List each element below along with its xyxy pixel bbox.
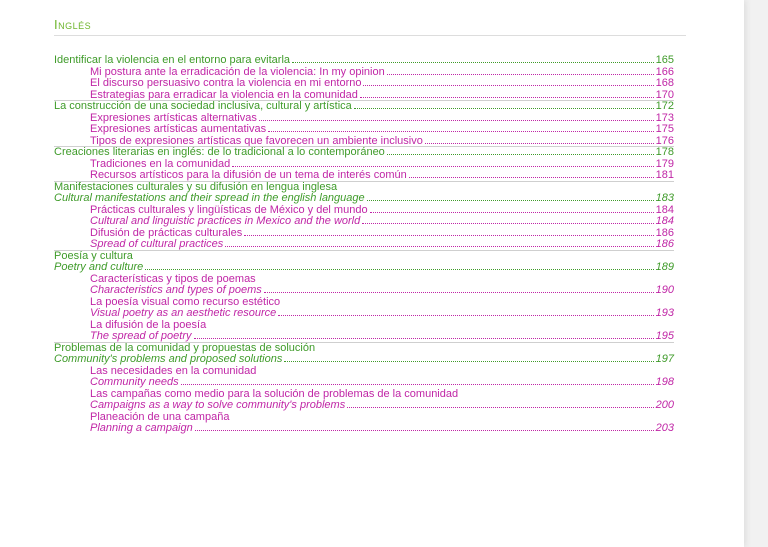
toc-entry-title: Expresiones artísticas aumentativas bbox=[90, 123, 267, 135]
toc-entry-title: The spread of poetry bbox=[90, 330, 192, 342]
toc-entry[interactable] bbox=[0, 354, 674, 366]
toc-entry[interactable] bbox=[0, 147, 674, 159]
toc-entry-page: 184 bbox=[655, 215, 674, 227]
toc-entry-title: Characteristics and types of poems bbox=[90, 284, 262, 296]
toc-entry-title: Creaciones literarias en inglés: de lo tradicional a lo contemporáneo bbox=[54, 146, 385, 158]
toc-entry-page: 195 bbox=[655, 330, 674, 342]
title-divider bbox=[54, 35, 686, 36]
dot-leader bbox=[387, 74, 654, 75]
dot-leader bbox=[354, 108, 654, 109]
dot-leader bbox=[225, 246, 653, 247]
toc-entry-page: 197 bbox=[655, 353, 674, 365]
toc-entry-page: 200 bbox=[655, 399, 674, 411]
dot-leader bbox=[278, 315, 653, 316]
toc-entry-title: Problemas de la comunidad y propuestas de solución bbox=[54, 341, 316, 354]
toc-entry-title: La construcción de una sociedad inclusiva, cultural y artística bbox=[54, 100, 352, 112]
dot-leader bbox=[145, 269, 653, 270]
toc-entry[interactable] bbox=[0, 124, 674, 136]
dot-leader bbox=[425, 143, 654, 144]
toc-entry-page: 203 bbox=[655, 422, 674, 434]
toc-entry-page: 173 bbox=[655, 111, 674, 124]
toc-entry-page: 176 bbox=[655, 134, 674, 147]
toc-entry-page: 165 bbox=[655, 54, 674, 66]
toc-entry-page: 178 bbox=[655, 146, 674, 158]
dot-leader bbox=[194, 338, 654, 339]
toc-entry-title: Tradiciones en la comunidad bbox=[90, 157, 231, 170]
toc-entry-page: 175 bbox=[655, 123, 674, 135]
dot-leader bbox=[268, 131, 654, 132]
toc-entry-title: Las necesidades en la comunidad bbox=[90, 364, 257, 377]
dot-leader bbox=[195, 430, 654, 431]
dot-leader bbox=[232, 166, 653, 167]
dot-leader bbox=[387, 154, 654, 155]
toc-entry-title: Community needs bbox=[90, 376, 179, 388]
toc-entry-page: 183 bbox=[655, 192, 674, 204]
toc-entry-page: 181 bbox=[655, 169, 674, 181]
toc-entry-page: 190 bbox=[655, 284, 674, 296]
toc-entry-page: 198 bbox=[655, 376, 674, 388]
dot-leader bbox=[292, 62, 654, 63]
dot-leader bbox=[284, 361, 653, 362]
dot-leader bbox=[259, 120, 654, 121]
toc-entry-title: Campaigns as a way to solve community's problems bbox=[90, 399, 346, 411]
dot-leader bbox=[409, 177, 654, 178]
toc-entry-title: Cultural and linguistic practices in Mexico and the world bbox=[90, 215, 361, 227]
toc-entry-title: Difusión de prácticas culturales bbox=[90, 226, 243, 239]
toc-entry-page: 170 bbox=[655, 88, 674, 101]
dot-leader bbox=[362, 223, 653, 224]
toc-entry[interactable] bbox=[0, 101, 674, 113]
toc-entry-title: Spread of cultural practices bbox=[90, 238, 224, 250]
toc-entry-title: Manifestaciones culturales y su difusión en lengua inglesa bbox=[54, 180, 338, 193]
toc-entry-page: 189 bbox=[655, 261, 674, 273]
toc-entry-title: Prácticas culturales y lingüísticas de México y del mundo bbox=[90, 203, 368, 216]
toc-entry-page: 186 bbox=[655, 238, 674, 250]
dot-leader bbox=[370, 212, 654, 213]
toc-entry-title: Recursos artísticos para la difusión de un tema de interés común bbox=[90, 169, 407, 181]
toc-entry-title: La poesía visual como recurso estético bbox=[90, 295, 281, 308]
toc-entry-page: 166 bbox=[655, 65, 674, 78]
toc-entry[interactable] bbox=[0, 400, 674, 412]
toc-entry-title: Mi postura ante la erradicación de la violencia: In my opinion bbox=[90, 65, 385, 78]
toc-entry-page: 186 bbox=[655, 226, 674, 239]
toc-entry[interactable] bbox=[0, 216, 674, 228]
toc-entry-title: Planeación de una campaña bbox=[90, 410, 230, 423]
toc-entry[interactable] bbox=[0, 285, 674, 297]
toc-entry[interactable] bbox=[0, 423, 674, 435]
toc-entry-title: Las campañas como medio para la solución de problemas de la comunidad bbox=[90, 387, 459, 400]
dot-leader bbox=[360, 97, 654, 98]
toc-entry-title: El discurso persuasivo contra la violencia en mi entorno bbox=[90, 77, 362, 89]
toc-entry-title: Tipos de expresiones artísticas que favorecen un ambiente inclusivo bbox=[90, 134, 423, 147]
toc-entry-title: Estrategias para erradicar la violencia en la comunidad bbox=[90, 88, 358, 101]
toc-entry-page: 193 bbox=[655, 307, 674, 319]
toc-entry[interactable] bbox=[0, 55, 674, 67]
dot-leader bbox=[264, 292, 654, 293]
toc-entry[interactable] bbox=[0, 262, 674, 274]
toc-entry-title: Poetry and culture bbox=[54, 261, 144, 273]
toc-entry-title: Cultural manifestations and their spread in the english language bbox=[54, 192, 365, 204]
dot-leader bbox=[181, 384, 654, 385]
dot-leader bbox=[347, 407, 653, 408]
toc-entry-title: Poesía y cultura bbox=[54, 249, 133, 262]
toc-entry[interactable] bbox=[0, 377, 674, 389]
table-of-contents bbox=[0, 55, 744, 435]
toc-entry-title: Expresiones artísticas alternativas bbox=[90, 111, 257, 124]
toc-entry-page: 179 bbox=[655, 157, 674, 170]
dot-leader bbox=[367, 200, 654, 201]
toc-entry-title: La difusión de la poesía bbox=[90, 318, 207, 331]
section-title: Inglés bbox=[54, 17, 92, 32]
toc-entry-title: Identificar la violencia en el entorno para evitarla bbox=[54, 54, 291, 66]
toc-entry-page: 184 bbox=[655, 203, 674, 216]
toc-entry[interactable] bbox=[0, 193, 674, 205]
toc-entry-page: 172 bbox=[655, 100, 674, 112]
dot-leader bbox=[244, 235, 653, 236]
toc-entry[interactable] bbox=[0, 78, 674, 90]
toc-entry-title: Características y tipos de poemas bbox=[90, 272, 256, 285]
dot-leader bbox=[363, 85, 653, 86]
toc-entry-page: 168 bbox=[655, 77, 674, 89]
toc-entry-title: Planning a campaign bbox=[90, 422, 193, 434]
toc-entry-title: Community's problems and proposed solutions bbox=[54, 353, 283, 365]
toc-entry-title: Visual poetry as an aesthetic resource bbox=[90, 307, 277, 319]
toc-entry[interactable] bbox=[0, 308, 674, 320]
